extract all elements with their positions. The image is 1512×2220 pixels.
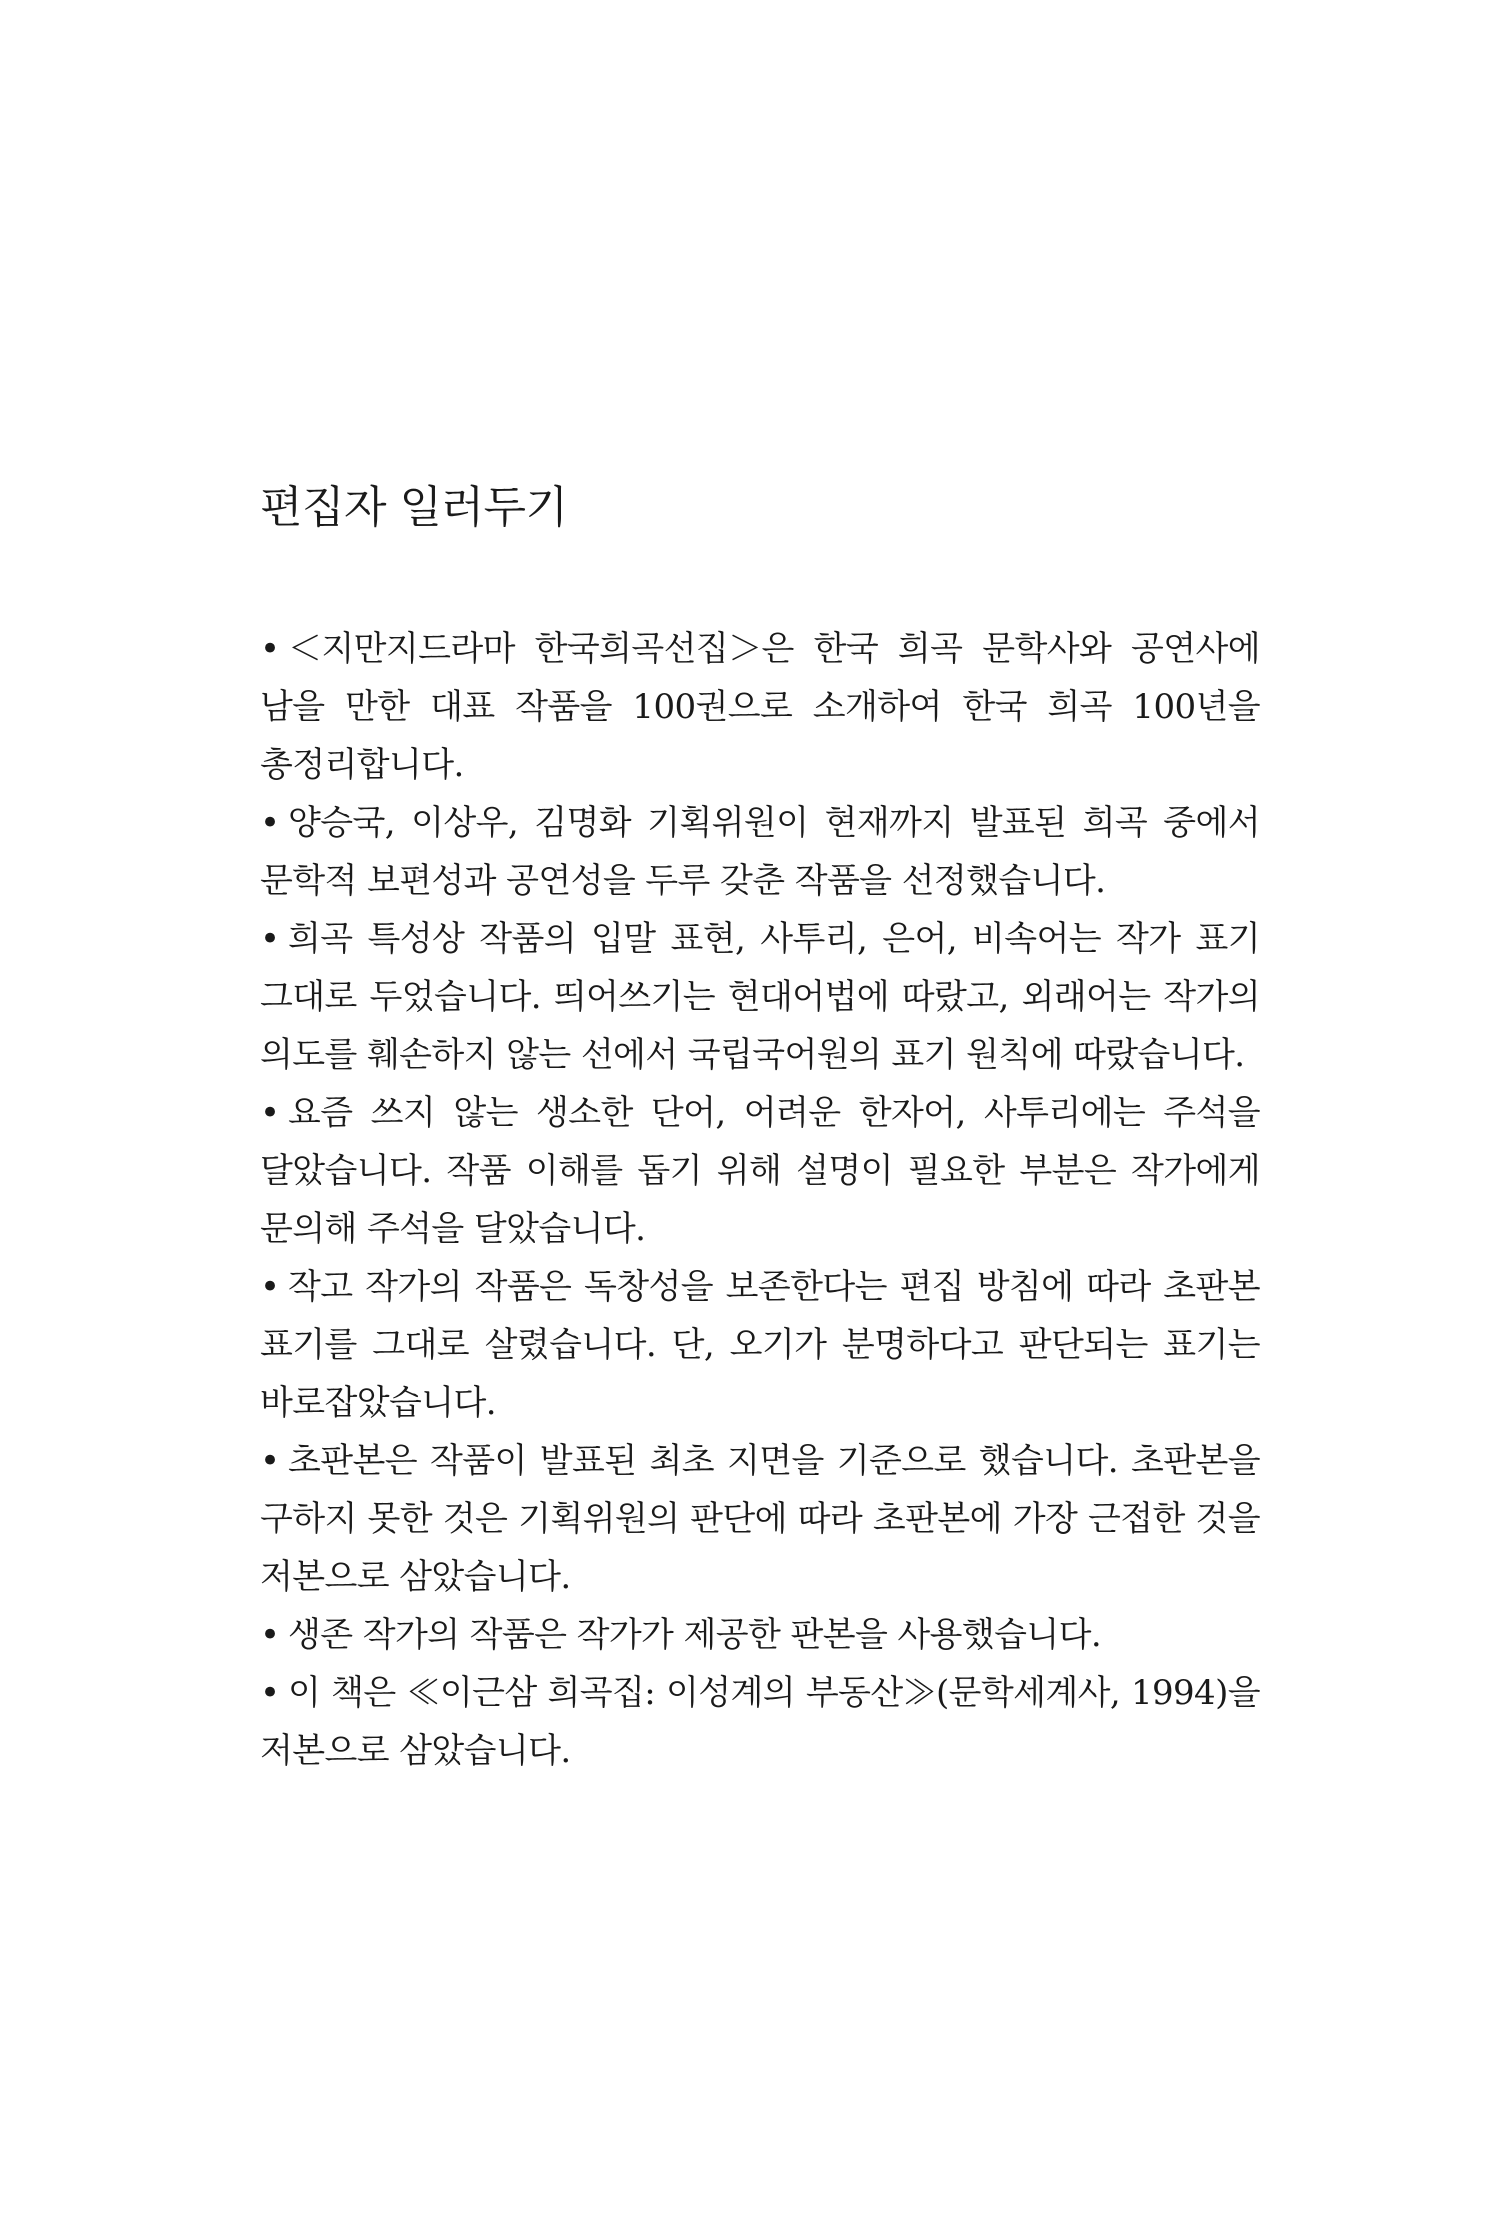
bullet: • [260,803,280,843]
bullet: • [260,1441,280,1481]
note-item [260,620,1260,794]
bullet: • [260,629,280,669]
note-text: 작고 작가의 작품은 독창성을 보존한다는 편집 방침에 따라 초판본 표기를 그대로 살렸습니다. 단, 오기가 분명하다고 판단되는 표기는 바로잡았습니다. [260,1267,1260,1423]
bullet: • [260,919,280,959]
note-item [260,1258,1260,1432]
note-text: 생존 작가의 작품은 작가가 제공한 판본을 사용했습니다. [288,1615,1102,1655]
note-item [260,1084,1260,1258]
note-item [260,1606,1260,1664]
note-item [260,1432,1260,1606]
note-item [260,1664,1260,1780]
note-text: 양승국, 이상우, 김명화 기획위원이 현재까지 발표된 희곡 중에서 문학적 보편성과 공연성을 두루 갖춘 작품을 선정했습니다. [260,803,1260,901]
note-text: 초판본은 작품이 발표된 최초 지면을 기준으로 했습니다. 초판본을 구하지 못한 것은 기획위원의 판단에 따라 초판본에 가장 근접한 것을 저본으로 삼았습니다. [260,1441,1260,1597]
note-text: 요즘 쓰지 않는 생소한 단어, 어려운 한자어, 사투리에는 주석을 달았습니다. 작품 이해를 돕기 위해 설명이 필요한 부분은 작가에게 문의해 주석을 달았습니다. [260,1093,1260,1249]
notes-list [260,620,1260,1780]
note-text: 이 책은 ≪이근삼 희곡집: 이성계의 부동산≫(문학세계사, 1994)을 저본으로 삼았습니다. [260,1673,1260,1771]
bullet: • [260,1093,280,1133]
bullet: • [260,1615,280,1655]
page-title: 편집자 일러두기 [260,482,568,533]
bullet: • [260,1673,280,1713]
editor-notes-page [260,478,1260,1780]
note-item [260,794,1260,910]
note-item [260,910,1260,1084]
bullet: • [260,1267,280,1307]
note-text: 희곡 특성상 작품의 입말 표현, 사투리, 은어, 비속어는 작가 표기 그대로 두었습니다. 띄어쓰기는 현대어법에 따랐고, 외래어는 작가의 의도를 훼손하지 않는 선에서 국립국어원의 표기 원칙에 따랐습니다. [260,919,1260,1075]
note-text: ＜지만지드라마 한국희곡선집＞은 한국 희곡 문학사와 공연사에 남을 만한 대표 작품을 100권으로 소개하여 한국 희곡 100년을 총정리합니다. [260,629,1260,785]
